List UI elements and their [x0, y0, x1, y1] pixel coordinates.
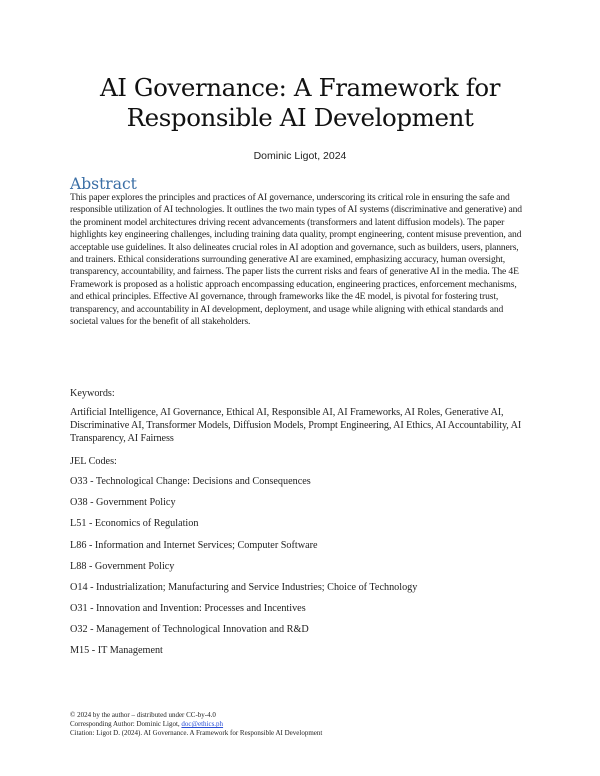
jel-code-item: L51 - Economics of Regulation: [70, 518, 199, 529]
keywords-label: Keywords:: [70, 388, 115, 399]
jel-code-item: L86 - Information and Internet Services; Computer Software: [70, 540, 318, 551]
jel-code-item: O33 - Technological Change: Decisions and Consequences: [70, 476, 311, 487]
footer-copyright: © 2024 by the author – distributed under CC-by-4.0: [70, 711, 216, 719]
jel-code-item: O31 - Innovation and Invention: Processes and Incentives: [70, 603, 306, 614]
footer-corresponding-label: Corresponding Author: Dominic Ligot,: [70, 720, 182, 729]
jel-code-item: O38 - Government Policy: [70, 497, 176, 508]
jel-codes-label: JEL Codes:: [70, 456, 117, 467]
paper-title-line-2: Responsible AI Development: [126, 103, 474, 132]
paper-title: [0, 73, 600, 133]
jel-code-item: L88 - Government Policy: [70, 561, 175, 572]
keywords-body: Artificial Intelligence, AI Governance, Ethical AI, Responsible AI, AI Frameworks, AI Roles, Generative AI, Discriminative AI, Transformer Models, Diffusion Models, Prompt Engineering, AI Ethics, AI Accountability, AI Transparency, AI Fairness: [70, 407, 522, 444]
author-email-link[interactable]: doc@ethics.ph: [181, 720, 224, 729]
jel-code-item: O32 - Management of Technological Innovation and R&D: [70, 624, 309, 635]
abstract-heading: Abstract: [70, 175, 137, 193]
jel-code-item: M15 - IT Management: [70, 645, 163, 656]
page-footer: [70, 711, 322, 739]
footer-corresponding-author: [70, 720, 322, 729]
abstract-body: This paper explores the principles and practices of AI governance, underscoring its critical role in ensuring the safe and responsible utilization of AI technologies. It outlines the two main types of AI systems (discriminative and generative) and the prominent model architectures driving recent advancements (transformers and latent diffusion models). The paper highlights key engineering challenges, including training data quality, prompt engineering, content misuse prevention, and acceptable use guidelines. It also delineates crucial roles in AI adoption and governance, such as builders, users, planners, and trainers. Ethical considerations surrounding generative AI are examined, emphasizing accuracy, human oversight, transparency, accountability, and fairness. The paper lists the current risks and fears of generative AI in the media. The 4E Framework is proposed as a holistic approach encompassing education, engineering practices, enforcement mechanisms, and ethical principles. Effective AI governance, through frameworks like the 4E model, is pivotal for fostering trust, transparency, and accountability in AI development, deployment, and usage while aligning with ethical standards and societal values for the benefit of all stakeholders.: [70, 192, 522, 328]
paper-title-line-1: AI Governance: A Framework for: [99, 73, 501, 102]
footer-citation: Citation: Ligot D. (2024). AI Governance. A Framework for Responsible AI Development: [70, 729, 323, 738]
author-line: Dominic Ligot, 2024: [253, 150, 347, 162]
jel-code-item: O14 - Industrialization; Manufacturing and Service Industries; Choice of Technology: [70, 582, 418, 593]
